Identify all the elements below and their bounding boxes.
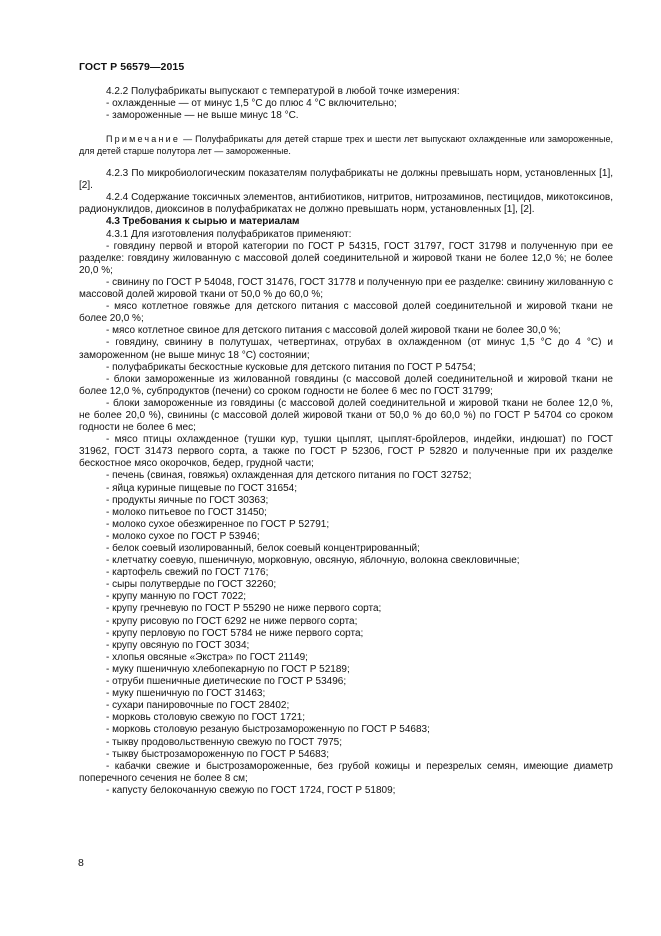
list-item: - яйца куриные пищевые по ГОСТ 31654;: [106, 482, 298, 494]
list-item: - мясо котлетное свиное для детского питания с массовой долей жировой ткани не более 30,0 %;: [106, 325, 561, 337]
clause-4-2-2: 4.2.2 Полуфабрикаты выпускают с температурой в любой точке измерения:: [106, 86, 460, 97]
list-item: - отруби пшеничные диетические по ГОСТ Р 53496;: [106, 676, 347, 688]
list-item: - хлопья овсяные «Экстра» по ГОСТ 21149;: [106, 651, 308, 663]
list-item: - морковь столовую свежую по ГОСТ 1721;: [106, 712, 306, 724]
list-item: - мясо птицы охлажденное (тушки кур, тушки цыплят, цыплят-бройлеров, индейки, индюшат) по ГОСТ 31962, ГОСТ 31473 первого сорта, а также по ГОСТ Р 52306, ГОСТ Р 52820 и полученные при их разделке бескостное мясо окорочков, бедер, грудной части;: [79, 434, 613, 470]
note-label: Примечание: [106, 134, 181, 145]
list-item: - крупу манную по ГОСТ 7022;: [106, 591, 247, 603]
list-item: - тыкву быстрозамороженную по ГОСТ Р 54683;: [106, 748, 329, 760]
list-item: - картофель свежий по ГОСТ 7176;: [106, 567, 269, 579]
note-text: — Полуфабрикаты для детей старше трех и шести лет выпускают охлажденные или замороженные, для детей старше полутора лет — замороженные.: [79, 134, 613, 156]
list-item: - молоко сухое по ГОСТ Р 53946;: [106, 530, 260, 542]
list-item: - молоко сухое обезжиренное по ГОСТ Р 52791;: [106, 518, 330, 530]
list-item: - белок соевый изолированный, белок соевый концентрированный;: [106, 543, 420, 554]
list-item: - сухари панировочные по ГОСТ 28402;: [106, 700, 290, 712]
document-header: ГОСТ Р 56579—2015: [79, 61, 185, 73]
page-body: [79, 86, 613, 797]
list-item: - говядину первой и второй категории по ГОСТ Р 54315, ГОСТ 31797, ГОСТ 31798 и полученную при ее разделке: говядину жилованную с массовой долей соединительной и жировой ткани не более 12,0 %; не более 20,0 %;: [79, 240, 613, 276]
list-item: - крупу овсяную по ГОСТ 3034;: [106, 639, 250, 651]
list-item: - морковь столовую резаную быстрозамороженную по ГОСТ Р 54683;: [106, 724, 430, 736]
list-item: - крупу рисовую по ГОСТ 6292 не ниже первого сорта;: [106, 615, 358, 627]
list-item: - капусту белокочанную свежую по ГОСТ 1724, ГОСТ Р 51809;: [106, 784, 396, 796]
list-item: - полуфабрикаты бескостные кусковые для детского питания по ГОСТ Р 54754;: [106, 361, 476, 373]
note-paragraph: [79, 134, 613, 157]
list-item: - муку пшеничную по ГОСТ 31463;: [106, 688, 266, 700]
list-item: - блоки замороженные из жилованной говядины (с массовой долей соединительной и жировой ткани не более 12,0 %, субпродуктов (печени) со сроком годности не более 6 мес по ГОСТ 31799;: [79, 373, 613, 397]
list-item: - блоки замороженные из говядины (с массовой долей соединительной и жировой ткани не более 12,0 %, не более 20,0 %), свинины (с массовой долей жировой ткани от 50,0 % до 60,0 %) по ГОСТ Р 54704 со сроком годности не более 6 мес;: [79, 397, 613, 434]
spacer: [79, 122, 613, 134]
list-item: - мясо котлетное говяжье для детского питания с массовой долей соединительной и жировой ткани не более 20,0 %;: [79, 301, 613, 325]
list-item: - свинину по ГОСТ Р 54048, ГОСТ 31476, ГОСТ 31778 и полученную при ее разделке: свинину жилованную с массовой долей жировой ткани от 50,0 % до 60,0 %;: [79, 276, 613, 301]
list-item: - печень (свиная, говяжья) охлажденная для детского питания по ГОСТ 32752;: [106, 470, 472, 482]
clause-4-2-3: 4.2.3 По микробиологическим показателям полуфабрикаты не должны превышать норм, установленных [1], [2].: [79, 168, 613, 192]
spacer: [79, 157, 613, 168]
clause-4-2-2-chilled: - охлажденные — от минус 1,5 °С до плюс 4 °С включительно;: [106, 98, 397, 110]
raw-materials-list: [79, 241, 613, 797]
list-item: - кабачки свежие и быстрозамороженные, без грубой кожицы и перезрелых семян, имеющие диаметр поперечного сечения не более 8 см;: [79, 760, 613, 784]
list-item: - говядину, свинину в полутушах, четвертинах, отрубах в охлажденном (от минус 1,5 °С до 4 °С) и замороженном (не выше минус 18 °С) состоянии;: [79, 337, 613, 361]
page-number: 8: [78, 857, 84, 869]
clause-4-2-2-frozen: - замороженные — не выше минус 18 °С.: [106, 110, 299, 122]
list-item: - продукты яичные по ГОСТ 30363;: [106, 494, 269, 506]
list-item: - муку пшеничную хлебопекарную по ГОСТ Р 52189;: [106, 663, 350, 675]
list-item: - тыкву продовольственную свежую по ГОСТ 7975;: [106, 736, 343, 748]
list-item: - клетчатку соевую, пшеничную, морковную, овсяную, яблочную, волокна свекловичные;: [106, 555, 520, 567]
clause-4-2-4: 4.2.4 Содержание токсичных элементов, антибиотиков, нитритов, нитрозаминов, пестицидов, микотоксинов, радионуклидов, диоксинов в полуфабрикатах не должно превышать норм, установленных [1], [2].: [79, 192, 613, 216]
section-4-3-title: 4.3 Требования к сырью и материалам: [106, 216, 300, 228]
list-item: - молоко питьевое по ГОСТ 31450;: [106, 506, 267, 518]
list-item: - крупу перловую по ГОСТ 5784 не ниже первого сорта;: [106, 627, 364, 639]
list-item: - сыры полутвердые по ГОСТ 32260;: [106, 579, 277, 591]
clause-4-3-1: 4.3.1 Для изготовления полуфабрикатов применяют:: [106, 228, 352, 240]
list-item: - крупу гречневую по ГОСТ Р 55290 не ниже первого сорта;: [106, 603, 382, 615]
